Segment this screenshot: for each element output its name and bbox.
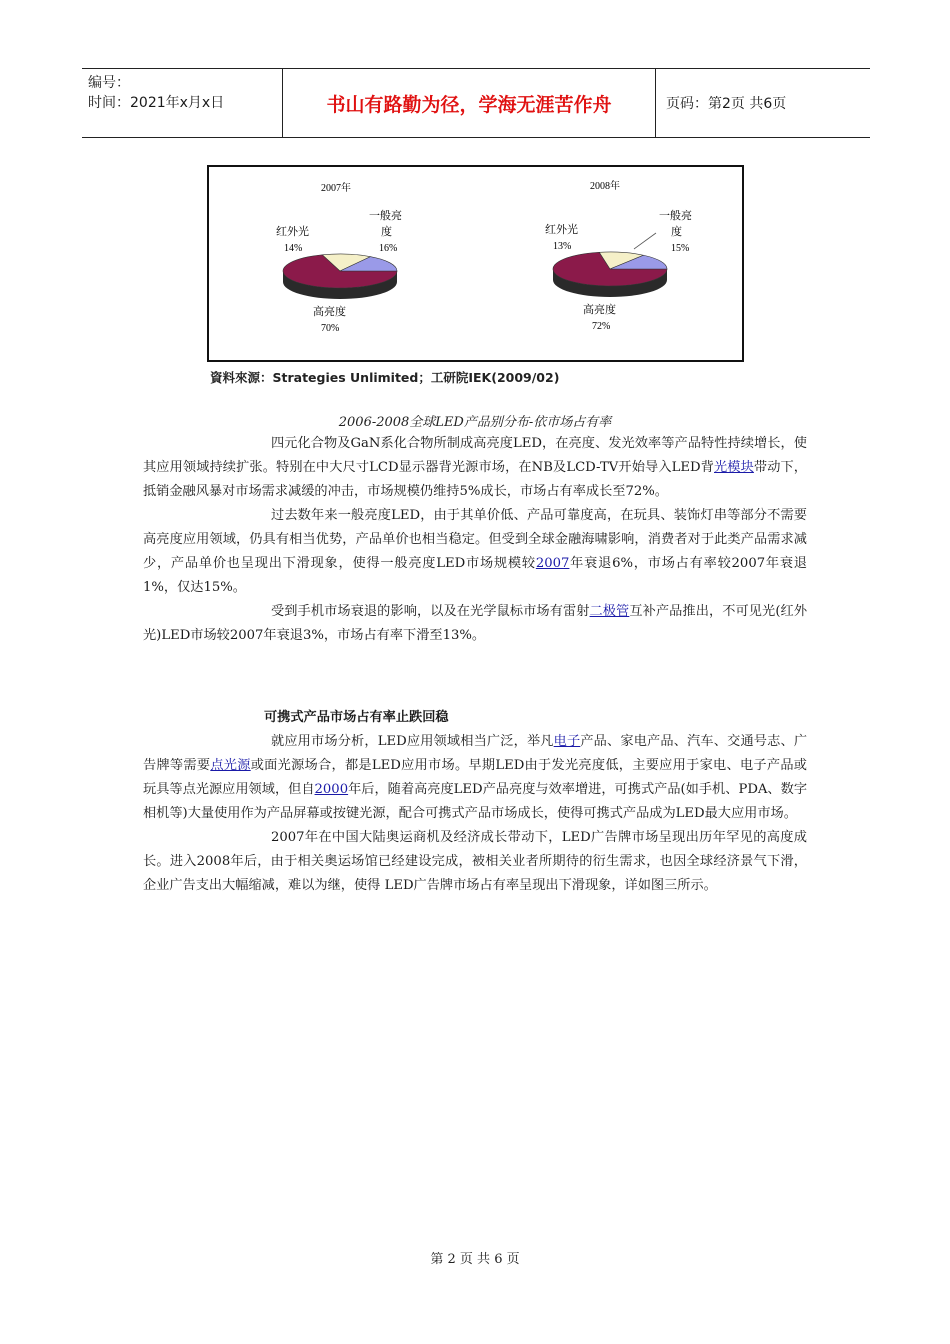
paragraph-4 [143, 730, 807, 826]
pie-2008-infrared-label: 红外光 [545, 223, 578, 236]
date-label: 时间：2021年x月x日 [88, 95, 225, 111]
pie-2008-general-label: 一般亮 [659, 209, 692, 222]
pie-2007-general-label-2: 度 [381, 225, 392, 238]
header-page-number: 页码：第2页 共6页 [666, 96, 787, 112]
link-diode[interactable]: 二极管 [589, 604, 630, 619]
figure-source: 資料來源：Strategies Unlimited；工研院IEK(2009/02) [210, 370, 560, 385]
pie-2008-general-label-2: 度 [671, 225, 682, 238]
pie-2008-infrared-pct: 13% [553, 241, 572, 252]
paragraph-2 [143, 504, 807, 600]
paragraph-2-text-a: 过去数年来一般亮度LED，由于其单价低、产品可靠度高，在玩具、装饰灯串等部分不需要高亮度应用领域，仍具有相当优势，产品单价也相当稳定。但受到全球金融海啸影响，消费者对于此类产品需求减少，产品单价也呈现出下滑现象，使得一般亮度LED市场规模较 [143, 508, 807, 571]
pie-2008-leader-line [634, 233, 656, 249]
section-subheading: 可携式产品市场占有率止跌回稳 [264, 710, 449, 725]
pie-2007-general-label: 一般亮 [369, 209, 402, 222]
pie-2008-general-pct: 15% [671, 243, 690, 254]
header-motto: 书山有路勤为径，学海无涯苦作舟 [282, 69, 656, 137]
link-2007[interactable]: 2007 [535, 556, 570, 571]
pie-2007-infrared-label: 红外光 [276, 225, 309, 238]
paragraph-4-text-c: 或面光源场合，都是LED应用市场。早期LED由于发光亮度低，主要应用于家电、电子产品或玩具等点光源应用领域，但自 [143, 758, 807, 797]
header-meta [82, 69, 282, 137]
pie-2008 [553, 252, 667, 297]
market-share-figure [207, 165, 744, 362]
link-point-light-source[interactable]: 点光源 [210, 758, 251, 773]
pie-2007-year: 2007年 [321, 183, 351, 194]
pie-2007 [283, 254, 397, 299]
body-section-1 [143, 432, 807, 648]
paragraph-4-text-d: 年后，随着高亮度LED产品亮度与效率增进，可携式产品(如手机、PDA、数字相机等)大量使用作为产品屏幕或按键光源，配合可携式产品市场成长，使得可携式产品成为LED最大应用市场。 [143, 782, 808, 821]
paragraph-1-text-b: 带动下，抵销金融风暴对市场需求减缓的冲击，市场规模仍维持5%成长，市场占有率成长至72%。 [143, 460, 807, 499]
pie-2008-high-label: 高亮度 [583, 303, 616, 316]
figure-caption: 2006-2008全球LED产品别分布-依市场占有率 [338, 415, 612, 430]
link-light-module[interactable]: 光模块 [714, 460, 754, 475]
pie-2007-high-pct: 70% [321, 323, 340, 334]
pie-2007-general-pct: 16% [379, 243, 398, 254]
page-header [82, 68, 870, 138]
pie-charts-svg [209, 167, 742, 360]
paragraph-1 [143, 432, 807, 504]
link-2000[interactable]: 2000 [314, 782, 349, 797]
paragraph-3-text-b: 互补产品推出，不可见光(红外光)LED市场较2007年衰退3%，市场占有率下滑至13%。 [143, 604, 808, 643]
paragraph-4-text-b: 产品、家电产品、汽车、交通号志、广告牌等需要 [143, 734, 808, 773]
pie-2008-high-pct: 72% [592, 321, 611, 332]
paragraph-5: 2007年在中国大陆奥运商机及经济成长带动下，LED广告牌市场呈现出历年罕见的高度成长。进入2008年后，由于相关奥运场馆已经建设完成，被相关业者所期待的衍生需求，也因全球经济景气下滑，企业广告支出大幅缩减，难以为继，使得 LED广告牌市场占有率呈现出下滑现象，详如图三所示。 [143, 830, 807, 893]
pie-2008-year: 2008年 [590, 181, 620, 192]
paragraph-4-text-a: 就应用市场分析，LED应用领域相当广泛，举凡 [271, 734, 554, 749]
page-footer: 第 2 页 共 6 页 [430, 1252, 520, 1267]
link-electronics[interactable]: 电子 [553, 734, 581, 749]
paragraph-3-text-a: 受到手机市场衰退的影响，以及在光学鼠标市场有雷射 [271, 604, 590, 619]
pie-2007-infrared-pct: 14% [284, 243, 303, 254]
pie-2007-high-label: 高亮度 [313, 305, 346, 318]
paragraph-3 [143, 600, 807, 648]
paragraph-1-text-a: 四元化合物及GaN系化合物所制成高亮度LED，在亮度、发光效率等产品特性持续增长，使其应用领域持续扩张。特别在中大尺寸LCD显示器背光源市场，在NB及LCD-TV开始导入LED背 [143, 436, 807, 475]
paragraph-2-text-b: 年衰退6%，市场占有率较2007年衰退1%，仅达15%。 [143, 556, 807, 595]
body-section-2 [143, 706, 807, 898]
serial-label: 编号： [88, 75, 130, 91]
